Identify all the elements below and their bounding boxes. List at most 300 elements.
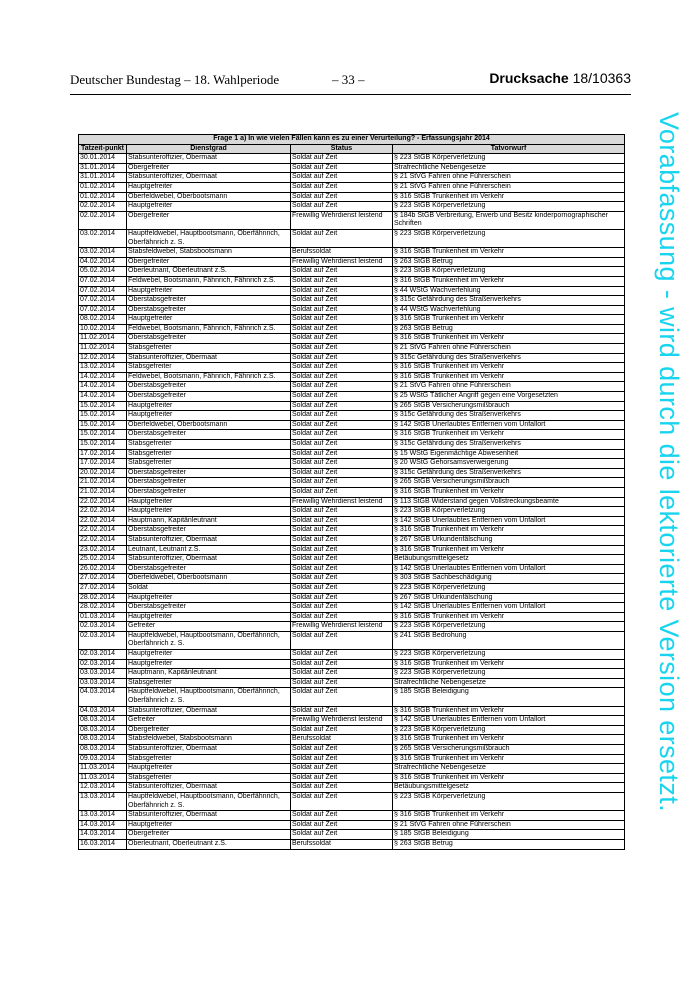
cell-status: Soldat auf Zeit — [291, 792, 393, 810]
cell-status: Soldat auf Zeit — [291, 659, 393, 669]
cell-rank: Hauptgefreiter — [127, 202, 291, 212]
cell-rank: Oberstabsgefreiter — [127, 392, 291, 402]
cell-rank: Oberstabsgefreiter — [127, 603, 291, 613]
table-row — [79, 603, 625, 613]
cell-date: 12.02.2014 — [79, 353, 127, 363]
cell-date: 13.03.2014 — [79, 792, 127, 810]
cell-date: 08.03.2014 — [79, 716, 127, 726]
cell-date: 25.02.2014 — [79, 555, 127, 565]
cell-date: 11.03.2014 — [79, 764, 127, 774]
preliminary-watermark — [648, 112, 688, 902]
cell-rank: Stabsunteroffizier, Obermaat — [127, 783, 291, 793]
table-row — [79, 305, 625, 315]
cell-rank: Hauptgefreiter — [127, 650, 291, 660]
table-row — [79, 811, 625, 821]
table-row — [79, 555, 625, 565]
cell-status: Soldat auf Zeit — [291, 192, 393, 202]
cell-date: 21.02.2014 — [79, 487, 127, 497]
cell-offense: § 316 StGB Trunkenheit im Verkehr — [393, 430, 625, 440]
cell-date: 02.03.2014 — [79, 659, 127, 669]
table-row — [79, 202, 625, 212]
cell-date: 15.02.2014 — [79, 430, 127, 440]
cell-date: 12.03.2014 — [79, 783, 127, 793]
table-row — [79, 839, 625, 849]
cell-rank: Oberstabsgefreiter — [127, 334, 291, 344]
cell-status: Soldat auf Zeit — [291, 811, 393, 821]
table-row — [79, 211, 625, 229]
cell-rank: Soldat — [127, 583, 291, 593]
cell-status: Soldat auf Zeit — [291, 745, 393, 755]
table-row — [79, 154, 625, 164]
cell-date: 11.02.2014 — [79, 344, 127, 354]
cell-offense: Betäubungsmittelgesetz — [393, 783, 625, 793]
cell-date: 27.02.2014 — [79, 574, 127, 584]
cell-offense: § 263 StGB Betrug — [393, 839, 625, 849]
table-row — [79, 516, 625, 526]
cell-offense: § 223 StGB Körperverletzung — [393, 267, 625, 277]
table-row — [79, 353, 625, 363]
table-row — [79, 401, 625, 411]
cell-date: 01.03.2014 — [79, 612, 127, 622]
table-row — [79, 764, 625, 774]
cell-offense: § 223 StGB Körperverletzung — [393, 583, 625, 593]
cell-rank: Obergefreiter — [127, 830, 291, 840]
table-row — [79, 735, 625, 745]
cell-offense: § 316 StGB Trunkenheit im Verkehr — [393, 372, 625, 382]
cell-status: Soldat auf Zeit — [291, 669, 393, 679]
cell-rank: Oberstabsgefreiter — [127, 468, 291, 478]
cell-date: 03.02.2014 — [79, 229, 127, 247]
table-row — [79, 267, 625, 277]
cell-offense: § 223 StGB Körperverletzung — [393, 622, 625, 632]
cell-offense: § 142 StGB Unerlaubtes Entfernen vom Unfallort — [393, 420, 625, 430]
cell-offense: § 223 StGB Körperverletzung — [393, 229, 625, 247]
cell-offense: § 315c Gefährdung des Straßenverkehrs — [393, 440, 625, 450]
cell-offense: § 223 StGB Körperverletzung — [393, 507, 625, 517]
cell-rank: Hauptmann, Kapitänleutnant — [127, 516, 291, 526]
cell-offense: § 142 StGB Unerlaubtes Entfernen vom Unfallort — [393, 564, 625, 574]
cell-rank: Hauptgefreiter — [127, 764, 291, 774]
table-row — [79, 420, 625, 430]
table-row — [79, 535, 625, 545]
cell-date: 07.02.2014 — [79, 286, 127, 296]
table-row — [79, 440, 625, 450]
cell-offense: § 316 StGB Trunkenheit im Verkehr — [393, 612, 625, 622]
cell-date: 01.02.2014 — [79, 182, 127, 192]
cell-offense: § 185 StGB Beleidigung — [393, 688, 625, 706]
cell-rank: Oberstabsgefreiter — [127, 296, 291, 306]
cell-rank: Hauptgefreiter — [127, 507, 291, 517]
cell-status: Soldat auf Zeit — [291, 276, 393, 286]
cell-status: Soldat auf Zeit — [291, 516, 393, 526]
cell-rank: Hauptmann, Kapitänleutnant — [127, 669, 291, 679]
table-row — [79, 257, 625, 267]
cell-date: 13.03.2014 — [79, 811, 127, 821]
cell-date: 31.01.2014 — [79, 163, 127, 173]
cell-status: Soldat auf Zeit — [291, 173, 393, 183]
cell-offense: § 241 StGB Bedrohung — [393, 631, 625, 649]
cell-rank: Hauptfeldwebel, Hauptbootsmann, Oberfähnrich, Oberfähnrich z. S. — [127, 631, 291, 649]
cell-offense: § 316 StGB Trunkenheit im Verkehr — [393, 811, 625, 821]
table-row — [79, 192, 625, 202]
cell-date: 15.02.2014 — [79, 401, 127, 411]
cell-status: Soldat auf Zeit — [291, 487, 393, 497]
table-row — [79, 783, 625, 793]
cell-date: 30.01.2014 — [79, 154, 127, 164]
cell-status: Soldat auf Zeit — [291, 420, 393, 430]
cell-status: Soldat auf Zeit — [291, 154, 393, 164]
cell-status: Soldat auf Zeit — [291, 650, 393, 660]
table-row — [79, 507, 625, 517]
cell-rank: Oberstabsgefreiter — [127, 382, 291, 392]
cell-offense: § 263 StGB Betrug — [393, 257, 625, 267]
table-title: Frage 1 a) In wie vielen Fällen kann es zu einer Verurteilung? - Erfassungsjahr 2014 — [79, 135, 625, 145]
cell-offense: § 316 StGB Trunkenheit im Verkehr — [393, 659, 625, 669]
cell-status: Soldat auf Zeit — [291, 603, 393, 613]
table-row — [79, 716, 625, 726]
cell-date: 02.03.2014 — [79, 631, 127, 649]
cell-date: 22.02.2014 — [79, 516, 127, 526]
page-number: – 33 – — [332, 72, 365, 87]
table-row — [79, 659, 625, 669]
column-header-status: Status — [291, 144, 393, 154]
cell-rank: Stabsgefreiter — [127, 678, 291, 688]
data-table — [78, 134, 625, 850]
cell-status: Soldat auf Zeit — [291, 773, 393, 783]
table-row — [79, 449, 625, 459]
table-row — [79, 754, 625, 764]
cell-status: Berufssoldat — [291, 735, 393, 745]
cell-date: 07.02.2014 — [79, 296, 127, 306]
cell-rank: Stabsfeldwebel, Stabsbootsmann — [127, 735, 291, 745]
cell-offense: § 316 StGB Trunkenheit im Verkehr — [393, 754, 625, 764]
cell-status: Soldat auf Zeit — [291, 344, 393, 354]
cell-date: 02.03.2014 — [79, 650, 127, 660]
cell-date: 07.02.2014 — [79, 276, 127, 286]
cell-date: 11.02.2014 — [79, 334, 127, 344]
cell-date: 13.02.2014 — [79, 363, 127, 373]
cell-status: Soldat auf Zeit — [291, 267, 393, 277]
table-row — [79, 792, 625, 810]
table-row — [79, 583, 625, 593]
cell-offense: § 185 StGB Beleidigung — [393, 830, 625, 840]
table-row — [79, 286, 625, 296]
table-row — [79, 545, 625, 555]
cell-offense: § 25 WStG Tätlicher Angriff gegen eine Vorgesetzten — [393, 392, 625, 402]
table-row — [79, 773, 625, 783]
cell-date: 04.03.2014 — [79, 688, 127, 706]
cell-status: Soldat auf Zeit — [291, 764, 393, 774]
table-row — [79, 650, 625, 660]
table-row — [79, 497, 625, 507]
table-row — [79, 344, 625, 354]
cell-status: Berufssoldat — [291, 839, 393, 849]
cell-date: 14.03.2014 — [79, 820, 127, 830]
cell-offense: § 316 StGB Trunkenheit im Verkehr — [393, 315, 625, 325]
table-row — [79, 678, 625, 688]
cell-offense: § 223 StGB Körperverletzung — [393, 202, 625, 212]
cell-date: 26.02.2014 — [79, 564, 127, 574]
cell-status: Soldat auf Zeit — [291, 478, 393, 488]
table-row — [79, 706, 625, 716]
cell-date: 15.02.2014 — [79, 411, 127, 421]
cell-rank: Stabsunteroffizier, Obermaat — [127, 745, 291, 755]
cell-rank: Stabsgefreiter — [127, 773, 291, 783]
cell-status: Soldat auf Zeit — [291, 706, 393, 716]
cell-date: 11.03.2014 — [79, 773, 127, 783]
cell-date: 02.02.2014 — [79, 202, 127, 212]
table-row — [79, 296, 625, 306]
cell-status: Soldat auf Zeit — [291, 401, 393, 411]
cell-status: Soldat auf Zeit — [291, 830, 393, 840]
table-row — [79, 725, 625, 735]
cell-rank: Oberstabsgefreiter — [127, 430, 291, 440]
cell-offense: § 267 StGB Urkundenfälschung — [393, 593, 625, 603]
cell-offense: § 315c Gefährdung des Straßenverkehrs — [393, 411, 625, 421]
table-row — [79, 334, 625, 344]
cell-rank: Oberfeldwebel, Oberbootsmann — [127, 574, 291, 584]
cell-rank: Hauptgefreiter — [127, 286, 291, 296]
cell-date: 08.02.2014 — [79, 315, 127, 325]
cell-date: 22.02.2014 — [79, 535, 127, 545]
table-row — [79, 229, 625, 247]
cell-offense: § 316 StGB Trunkenheit im Verkehr — [393, 487, 625, 497]
document-number — [489, 70, 631, 86]
table-body — [79, 154, 625, 849]
cell-status: Soldat auf Zeit — [291, 315, 393, 325]
column-header-date: Tatzeit-punkt — [79, 144, 127, 154]
cell-status: Soldat auf Zeit — [291, 555, 393, 565]
cell-rank: Oberstabsgefreiter — [127, 478, 291, 488]
cell-status: Soldat auf Zeit — [291, 229, 393, 247]
cell-date: 22.02.2014 — [79, 526, 127, 536]
cell-status: Soldat auf Zeit — [291, 593, 393, 603]
document-label: Drucksache — [489, 70, 569, 86]
table-row — [79, 363, 625, 373]
table-row — [79, 392, 625, 402]
cell-rank: Stabsgefreiter — [127, 363, 291, 373]
cell-date: 03.02.2014 — [79, 248, 127, 258]
cell-status: Soldat auf Zeit — [291, 334, 393, 344]
cell-status: Soldat auf Zeit — [291, 564, 393, 574]
cell-rank: Hauptgefreiter — [127, 612, 291, 622]
cell-rank: Hauptfeldwebel, Hauptbootsmann, Oberfähnrich, Oberfähnrich z. S. — [127, 792, 291, 810]
cell-offense: § 316 StGB Trunkenheit im Verkehr — [393, 545, 625, 555]
cell-date: 27.02.2014 — [79, 583, 127, 593]
cell-offense: § 20 WStG Gehorsamsverweigerung — [393, 459, 625, 469]
cell-date: 01.02.2014 — [79, 192, 127, 202]
cell-status: Soldat auf Zeit — [291, 574, 393, 584]
cell-date: 05.02.2014 — [79, 267, 127, 277]
table-row — [79, 459, 625, 469]
cell-status: Soldat auf Zeit — [291, 296, 393, 306]
table-row — [79, 612, 625, 622]
cell-status: Soldat auf Zeit — [291, 688, 393, 706]
table-row — [79, 622, 625, 632]
page-header — [70, 70, 631, 92]
cell-date: 04.03.2014 — [79, 706, 127, 716]
table-row — [79, 487, 625, 497]
column-header-offense: Tatvorwurf — [393, 144, 625, 154]
table-row — [79, 382, 625, 392]
cell-offense: Strafrechtliche Nebengesetze — [393, 163, 625, 173]
table-row — [79, 688, 625, 706]
cell-offense: § 223 StGB Körperverletzung — [393, 792, 625, 810]
document-number-value — [573, 70, 631, 86]
cell-offense: § 315c Gefährdung des Straßenverkehrs — [393, 353, 625, 363]
cell-rank: Stabsfeldwebel, Stabsbootsmann — [127, 248, 291, 258]
cell-rank: Oberstabsgefreiter — [127, 564, 291, 574]
table-row — [79, 324, 625, 334]
cell-offense: § 21 StVG Fahren ohne Führerschein — [393, 382, 625, 392]
cell-rank: Hauptgefreiter — [127, 497, 291, 507]
table-row — [79, 411, 625, 421]
watermark-text: Vorabfassung - wird durch die lektorierte Version ersetzt. — [654, 112, 684, 813]
cell-status: Soldat auf Zeit — [291, 392, 393, 402]
cell-offense: § 142 StGB Unerlaubtes Entfernen vom Unfallort — [393, 516, 625, 526]
cell-status: Freiwillig Wehrdienst leistend — [291, 497, 393, 507]
cell-offense: § 265 StGB Versicherungsmißbrauch — [393, 478, 625, 488]
cell-status: Soldat auf Zeit — [291, 526, 393, 536]
cell-offense: § 113 StGB Widerstand gegen Vollstreckungsbeamte — [393, 497, 625, 507]
cell-offense: § 21 StVG Fahren ohne Führerschein — [393, 344, 625, 354]
cell-rank: Hauptgefreiter — [127, 411, 291, 421]
cell-rank: Stabsunteroffizier, Obermaat — [127, 154, 291, 164]
cell-rank: Stabsgefreiter — [127, 440, 291, 450]
table-row — [79, 745, 625, 755]
cell-status: Soldat auf Zeit — [291, 678, 393, 688]
table-row — [79, 669, 625, 679]
cell-date: 08.03.2014 — [79, 735, 127, 745]
table-row — [79, 593, 625, 603]
cell-offense: Strafrechtliche Nebengesetze — [393, 678, 625, 688]
cell-status: Soldat auf Zeit — [291, 754, 393, 764]
table-row — [79, 182, 625, 192]
cell-rank: Stabsunteroffizier, Obermaat — [127, 811, 291, 821]
cell-status: Soldat auf Zeit — [291, 324, 393, 334]
cell-offense: § 21 StVG Fahren ohne Führerschein — [393, 820, 625, 830]
cell-offense: § 316 StGB Trunkenheit im Verkehr — [393, 363, 625, 373]
cell-offense: § 223 StGB Körperverletzung — [393, 725, 625, 735]
cell-rank: Oberstabsgefreiter — [127, 487, 291, 497]
cell-offense: § 315c Gefährdung des Straßenverkehrs — [393, 296, 625, 306]
cell-rank: Hauptfeldwebel, Hauptbootsmann, Oberfähnrich, Oberfähnrich z. S. — [127, 229, 291, 247]
cell-status: Soldat auf Zeit — [291, 612, 393, 622]
cell-rank: Gefreiter — [127, 716, 291, 726]
cell-rank: Hauptfeldwebel, Hauptbootsmann, Oberfähnrich, Oberfähnrich z. S. — [127, 688, 291, 706]
cell-date: 14.02.2014 — [79, 382, 127, 392]
table-row — [79, 820, 625, 830]
cell-status: Berufssoldat — [291, 248, 393, 258]
table-row — [79, 478, 625, 488]
cell-rank: Hauptgefreiter — [127, 659, 291, 669]
cell-status: Soldat auf Zeit — [291, 382, 393, 392]
cell-rank: Hauptgefreiter — [127, 182, 291, 192]
cell-offense: § 142 StGB Unerlaubtes Entfernen vom Unfallort — [393, 603, 625, 613]
cell-date: 08.03.2014 — [79, 745, 127, 755]
cell-rank: Oberleutnant, Oberleutnant z.S. — [127, 839, 291, 849]
cell-date: 15.02.2014 — [79, 440, 127, 450]
table-row — [79, 372, 625, 382]
cell-date: 28.02.2014 — [79, 593, 127, 603]
cell-rank: Leutnant, Leutnant z.S. — [127, 545, 291, 555]
cell-status: Soldat auf Zeit — [291, 507, 393, 517]
cell-status: Soldat auf Zeit — [291, 783, 393, 793]
cell-rank: Obergefreiter — [127, 163, 291, 173]
cell-rank: Stabsunteroffizier, Obermaat — [127, 706, 291, 716]
cell-date: 14.02.2014 — [79, 392, 127, 402]
cell-rank: Stabsunteroffizier, Obermaat — [127, 353, 291, 363]
cell-offense: § 223 StGB Körperverletzung — [393, 669, 625, 679]
cell-rank: Stabsgefreiter — [127, 449, 291, 459]
cell-status: Soldat auf Zeit — [291, 411, 393, 421]
cell-date: 08.03.2014 — [79, 725, 127, 735]
cell-date: 14.02.2014 — [79, 372, 127, 382]
table-row — [79, 526, 625, 536]
cell-rank: Hauptgefreiter — [127, 593, 291, 603]
table-row — [79, 430, 625, 440]
table-row — [79, 468, 625, 478]
cell-status: Soldat auf Zeit — [291, 820, 393, 830]
cell-status: Soldat auf Zeit — [291, 468, 393, 478]
cell-status: Soldat auf Zeit — [291, 286, 393, 296]
table-row — [79, 276, 625, 286]
cell-rank: Stabsunteroffizier, Obermaat — [127, 555, 291, 565]
cell-offense: § 223 StGB Körperverletzung — [393, 650, 625, 660]
table-row — [79, 315, 625, 325]
cell-rank: Gefreiter — [127, 622, 291, 632]
cell-status: Soldat auf Zeit — [291, 545, 393, 555]
cell-date: 02.02.2014 — [79, 211, 127, 229]
cell-status: Soldat auf Zeit — [291, 305, 393, 315]
cell-rank: Oberstabsgefreiter — [127, 526, 291, 536]
cell-rank: Stabsgefreiter — [127, 459, 291, 469]
cell-status: Soldat auf Zeit — [291, 459, 393, 469]
cell-rank: Hauptgefreiter — [127, 315, 291, 325]
cell-status: Freiwillig Wehrdienst leistend — [291, 211, 393, 229]
table-row — [79, 574, 625, 584]
cell-offense: § 316 StGB Trunkenheit im Verkehr — [393, 334, 625, 344]
cell-status: Soldat auf Zeit — [291, 449, 393, 459]
cell-rank: Hauptgefreiter — [127, 820, 291, 830]
cell-date: 03.03.2014 — [79, 669, 127, 679]
cell-status: Soldat auf Zeit — [291, 182, 393, 192]
document-number-text: 18/10363 — [572, 70, 631, 86]
cell-offense: Strafrechtliche Nebengesetze — [393, 764, 625, 774]
cell-rank: Stabsunteroffizier, Obermaat — [127, 173, 291, 183]
parliament-label: Deutscher Bundestag – 18. Wahlperiode — [70, 72, 280, 87]
cell-rank: Oberfeldwebel, Oberbootsmann — [127, 420, 291, 430]
cell-rank: Stabsgefreiter — [127, 344, 291, 354]
cell-date: 23.02.2014 — [79, 545, 127, 555]
cell-date: 03.03.2014 — [79, 678, 127, 688]
cell-offense: § 15 WStG Eigenmächtige Abwesenheit — [393, 449, 625, 459]
cell-rank: Feldwebel, Bootsmann, Fähnrich, Fähnrich z.S. — [127, 324, 291, 334]
cell-status: Soldat auf Zeit — [291, 725, 393, 735]
cell-status: Freiwillig Wehrdienst leistend — [291, 257, 393, 267]
cell-status: Soldat auf Zeit — [291, 202, 393, 212]
cell-date: 15.02.2014 — [79, 420, 127, 430]
cell-rank: Stabsgefreiter — [127, 754, 291, 764]
cell-offense: § 316 StGB Trunkenheit im Verkehr — [393, 276, 625, 286]
cell-rank: Feldwebel, Bootsmann, Fähnrich, Fähnrich z.S. — [127, 276, 291, 286]
cell-date: 14.03.2014 — [79, 830, 127, 840]
cell-date: 09.03.2014 — [79, 754, 127, 764]
cell-status: Soldat auf Zeit — [291, 430, 393, 440]
cell-rank: Stabsunteroffizier, Obermaat — [127, 535, 291, 545]
cell-date: 28.02.2014 — [79, 603, 127, 613]
cell-rank: Obergefreiter — [127, 211, 291, 229]
